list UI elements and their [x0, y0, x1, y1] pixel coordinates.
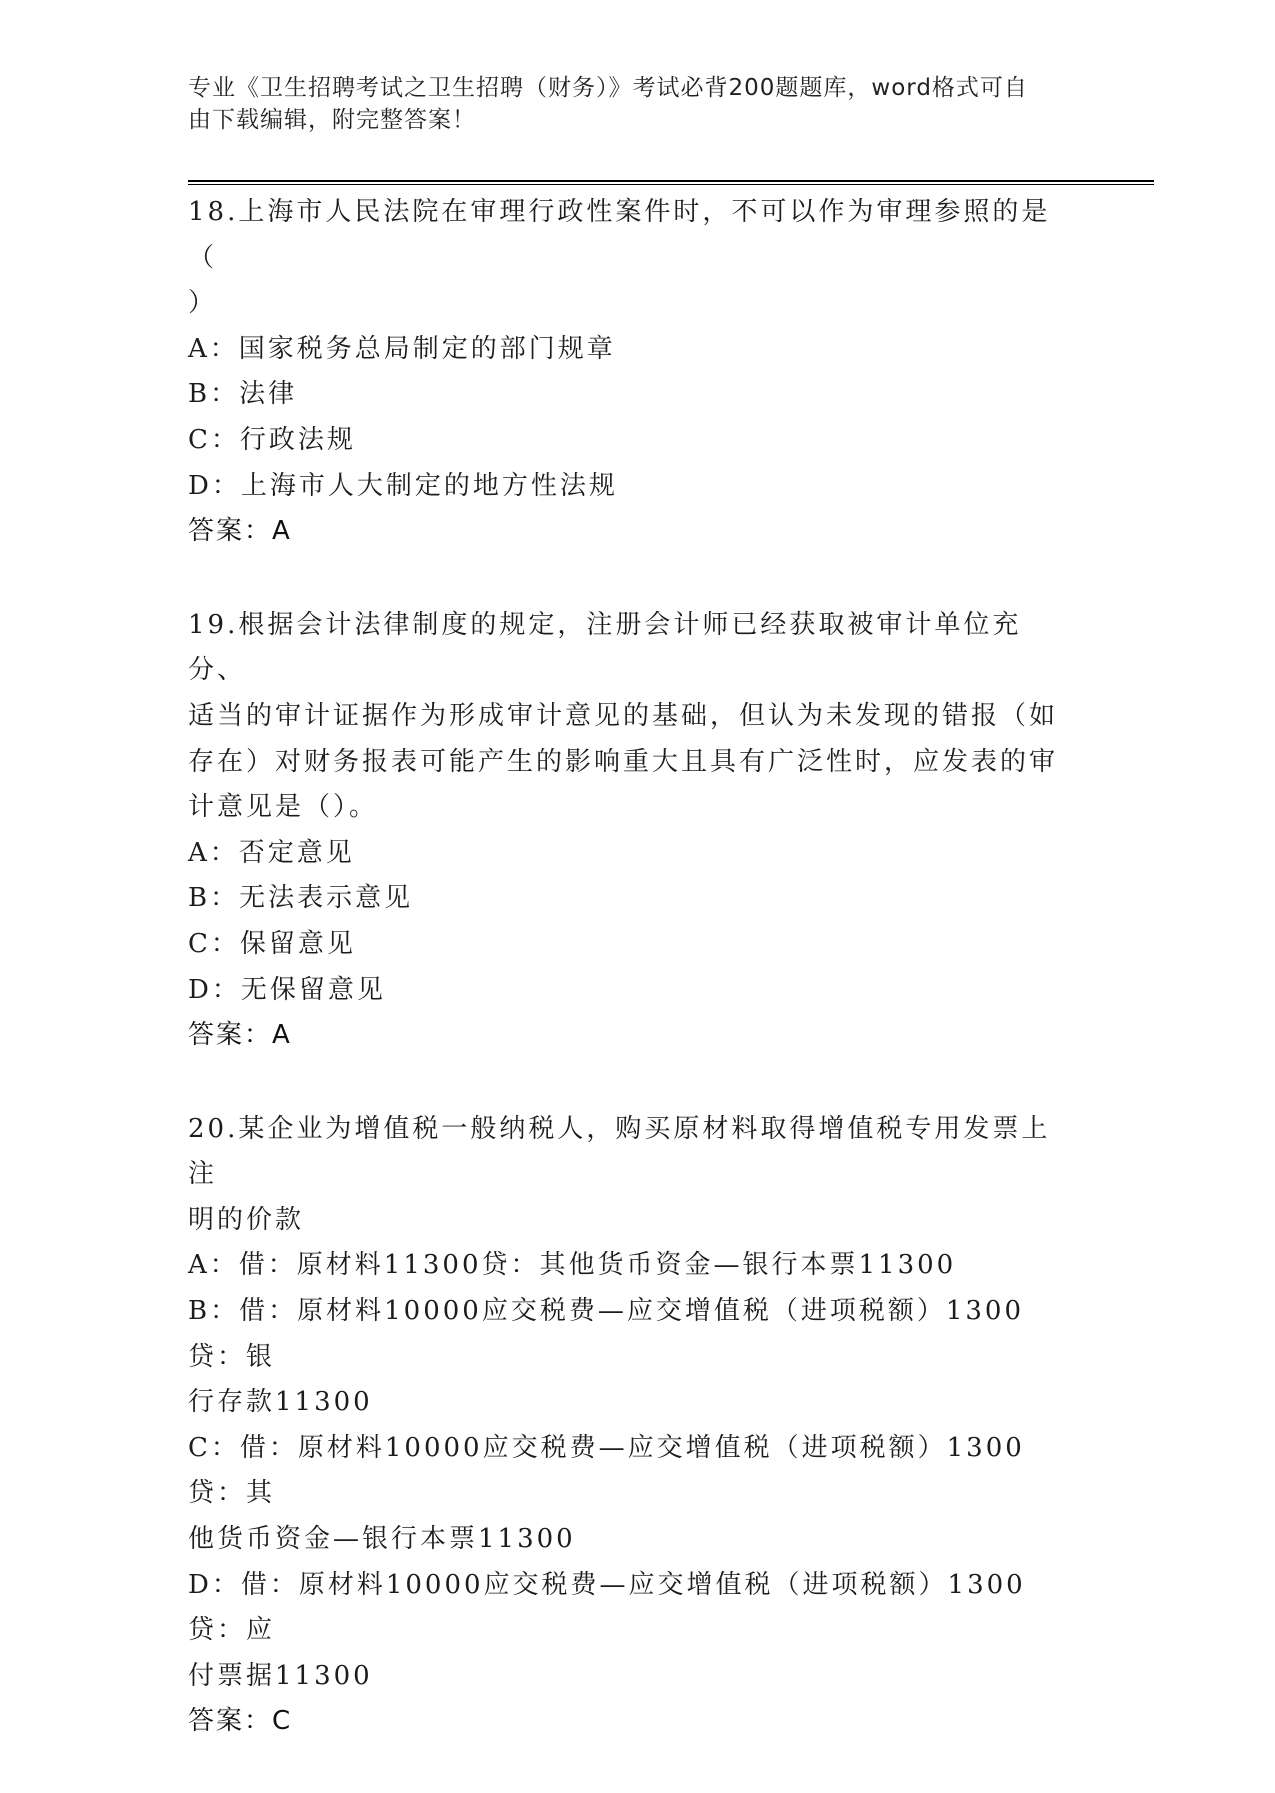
- option-a: A：否定意见: [188, 837, 355, 868]
- question-stem-line: 存在）对财务报表可能产生的影响重大且具有广泛性时，应发表的审: [188, 746, 1059, 777]
- option-b-continued: 行存款11300: [188, 1387, 373, 1418]
- question-stem-line: 明的价款: [188, 1204, 305, 1235]
- header-line-1: 专业《卫生招聘考试之卫生招聘（财务）》考试必背200题题库，word格式可自: [188, 75, 1028, 101]
- option-d: D：上海市人大制定的地方性法规: [188, 470, 618, 501]
- question-stem-line: 20.某企业为增值税一般纳税人，购买原材料取得增值税专用发票上注: [188, 1113, 1051, 1190]
- answer-line: 答案：C: [188, 1706, 293, 1737]
- question-stem-line: 18.上海市人民法院在审理行政性案件时，不可以作为审理参照的是（: [188, 197, 1051, 273]
- option-c: C：借：原材料10000应交税费—应交增值税（进项税额）1300贷：其: [188, 1432, 1025, 1509]
- option-d-continued: 付票据11300: [188, 1660, 373, 1691]
- option-d: D：借：原材料10000应交税费—应交增值税（进项税额）1300贷：应: [188, 1569, 1026, 1646]
- option-b: B：借：原材料10000应交税费—应交增值税（进项税额）1300贷：银: [188, 1296, 1024, 1372]
- header-divider-thin: [188, 184, 1154, 185]
- option-b: B：法律: [188, 379, 298, 410]
- document-header: [188, 72, 1068, 136]
- header-divider-thick: [188, 180, 1154, 182]
- question-list: [188, 190, 1078, 1793]
- question-19: [188, 603, 1078, 1059]
- answer-line: 答案：A: [188, 516, 292, 547]
- option-c: C：行政法规: [188, 424, 356, 455]
- question-stem-line: ）: [188, 288, 218, 319]
- question-stem-line: 19.根据会计法律制度的规定，注册会计师已经获取被审计单位充分、: [188, 609, 1022, 686]
- header-line-2: 由下载编辑，附完整答案！: [188, 107, 476, 133]
- option-a: A：借：原材料11300贷：其他货币资金—银行本票11300: [188, 1250, 957, 1281]
- option-d: D：无保留意见: [188, 974, 386, 1005]
- option-c: C：保留意见: [188, 928, 356, 959]
- question-stem-line: 适当的审计证据作为形成审计意见的基础，但认为未发现的错报（如: [188, 700, 1059, 731]
- question-18: [188, 190, 1078, 555]
- option-b: B：无法表示意见: [188, 883, 414, 914]
- answer-line: 答案：A: [188, 1020, 292, 1051]
- option-a: A：国家税务总局制定的部门规章: [188, 333, 616, 364]
- question-stem-line: 计意见是（）。: [188, 792, 379, 823]
- question-20: [188, 1107, 1078, 1745]
- option-c-continued: 他货币资金—银行本票11300: [188, 1524, 576, 1555]
